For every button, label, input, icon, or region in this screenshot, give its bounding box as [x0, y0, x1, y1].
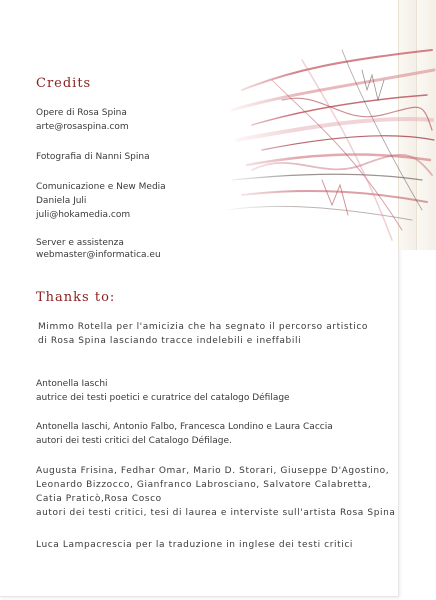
thanks-critics-catalogue — [36, 420, 333, 448]
thanks-line: Antonella Iaschi — [36, 379, 108, 389]
paper-edge — [416, 0, 436, 250]
credit-email-link[interactable]: juli@hokamedia.com — [36, 210, 131, 220]
thanks-line: Augusta Frisina, Fedhar Omar, Mario D. Storari, Giuseppe D'Agostino, — [36, 466, 390, 476]
credit-photography — [36, 150, 150, 164]
thanks-line: Antonella Iaschi, Antonio Falbo, Francesca Londino e Laura Caccia — [36, 422, 333, 432]
credit-line: Server e assistenza — [36, 238, 124, 248]
thanks-line: autori dei testi critici, tesi di laurea e interviste sull'artista Rosa Spina — [36, 508, 396, 518]
credit-line: Daniela Juli — [36, 196, 87, 206]
thanks-line: Mimmo Rotella per l'amicizia che ha segnato il percorso artistico — [38, 322, 369, 332]
credit-media — [36, 180, 166, 222]
thanks-iaschi — [36, 377, 290, 405]
thanks-line: Leonardo Bizzocco, Gianfranco Labrosciano, Salvatore Calabretta, — [36, 480, 372, 490]
credit-email-link[interactable]: arte@rosaspina.com — [36, 122, 129, 132]
paper-edge — [398, 0, 417, 250]
thanks-line: Catia Praticò,Rosa Cosco — [36, 494, 162, 504]
credit-artworks — [36, 106, 129, 134]
thanks-line: autrice dei testi poetici e curatrice del catalogo Défilage — [36, 393, 290, 403]
thanks-line: di Rosa Spina lasciando tracce indelebili e ineffabili — [38, 336, 302, 346]
thanks-translation — [36, 538, 353, 552]
credit-line: Fotografia di Nanni Spina — [36, 152, 150, 162]
credits-heading: Credits — [36, 76, 92, 91]
thanks-line: autori dei testi critici del Catalogo Défilage. — [36, 436, 232, 446]
credit-email-link[interactable]: webmaster@informatica.eu — [36, 250, 161, 260]
thanks-rotella — [38, 320, 368, 348]
credit-server — [36, 237, 161, 261]
thanks-heading: Thanks to: — [36, 290, 116, 305]
credit-line: Opere di Rosa Spina — [36, 108, 127, 118]
thanks-line: Luca Lampacrescia per la traduzione in inglese dei testi critici — [36, 540, 353, 550]
credit-line: Comunicazione e New Media — [36, 182, 166, 192]
thanks-critics-theses — [36, 464, 396, 520]
